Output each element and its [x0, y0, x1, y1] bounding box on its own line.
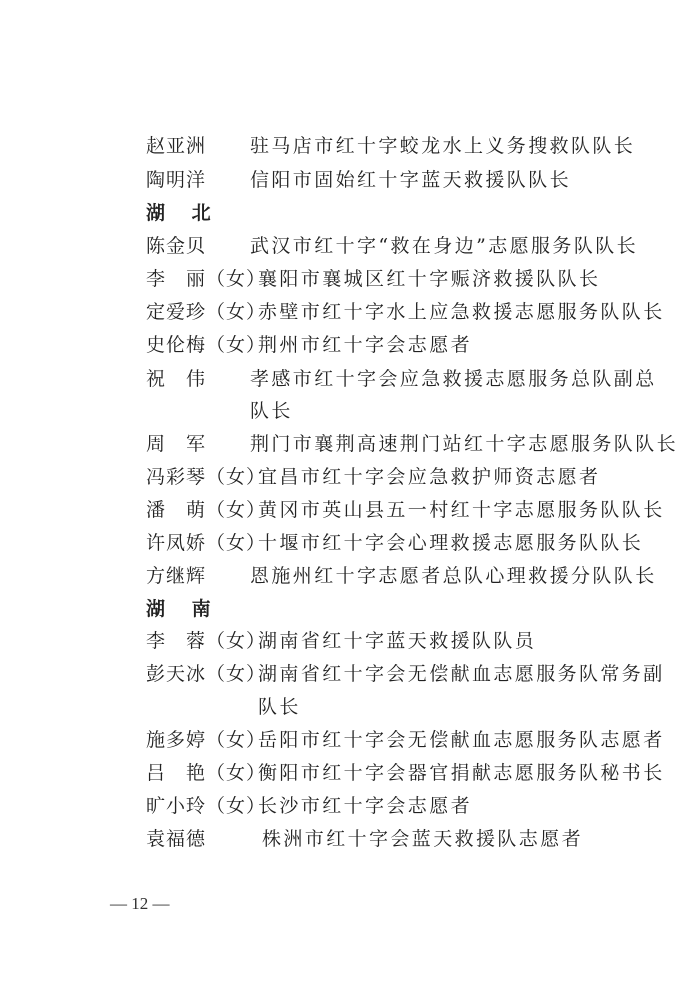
person-title-continued: 队长	[258, 696, 301, 718]
person-title: 宜昌市红十字会应急救护师资志愿者	[258, 466, 601, 488]
person-name: 定爱珍（女）	[146, 301, 267, 323]
person-name: 李 丽（女）	[146, 268, 267, 290]
person-name: 史伦梅（女）	[146, 334, 267, 356]
person-name: 潘 萌（女）	[146, 499, 267, 521]
person-name: 陈金贝	[146, 235, 207, 257]
person-name: 冯彩琴（女）	[146, 466, 267, 488]
person-name: 陶明洋	[146, 169, 207, 191]
person-name: 袁福德	[146, 828, 207, 850]
person-title: 十堰市红十字会心理救援志愿服务队队长	[258, 532, 644, 554]
person-name: 祝 伟	[146, 368, 207, 390]
person-title: 孝感市红十字会应急救援志愿服务总队副总	[250, 368, 657, 390]
person-title: 长沙市红十字会志愿者	[258, 795, 473, 817]
person-name: 施多婷（女）	[146, 729, 267, 751]
person-name: 李 蓉（女）	[146, 630, 267, 652]
province-heading: 湖 南	[146, 598, 221, 620]
person-title: 恩施州红十字志愿者总队心理救援分队队长	[250, 565, 657, 587]
person-title-continued: 队长	[250, 400, 293, 422]
person-title: 湖南省红十字蓝天救援队队员	[258, 630, 537, 652]
province-heading: 湖 北	[146, 202, 221, 224]
person-name: 周 军	[146, 433, 207, 455]
person-name: 方继辉	[146, 565, 207, 587]
person-title: 湖南省红十字会无偿献血志愿服务队常务副	[258, 663, 665, 685]
person-name: 旷小玲（女）	[146, 795, 267, 817]
person-name: 许凤娇（女）	[146, 532, 267, 554]
person-title: 信阳市固始红十字蓝天救援队队长	[250, 169, 572, 191]
person-title: 株洲市红十字会蓝天救援队志愿者	[262, 828, 584, 850]
page-number: — 12 —	[110, 894, 170, 913]
person-title: 赤壁市红十字水上应急救援志愿服务队队长	[258, 301, 665, 323]
person-name: 彭天冰（女）	[146, 663, 267, 685]
person-title: 黄冈市英山县五一村红十字志愿服务队队长	[258, 499, 665, 521]
person-title: 岳阳市红十字会无偿献血志愿服务队志愿者	[258, 729, 665, 751]
person-name: 赵亚洲	[146, 135, 207, 157]
person-title: 襄阳市襄城区红十字赈济救援队队长	[258, 268, 601, 290]
person-title: 驻马店市红十字蛟龙水上义务搜救队队长	[250, 135, 636, 157]
person-title: 荆州市红十字会志愿者	[258, 334, 473, 356]
person-name: 吕 艳（女）	[146, 762, 267, 784]
person-title: 衡阳市红十字会器官捐献志愿服务队秘书长	[258, 762, 665, 784]
person-title: 荆门市襄荆高速荆门站红十字志愿服务队队长	[250, 433, 679, 455]
person-title: 武汉市红十字“救在身边”志愿服务队队长	[250, 235, 639, 257]
